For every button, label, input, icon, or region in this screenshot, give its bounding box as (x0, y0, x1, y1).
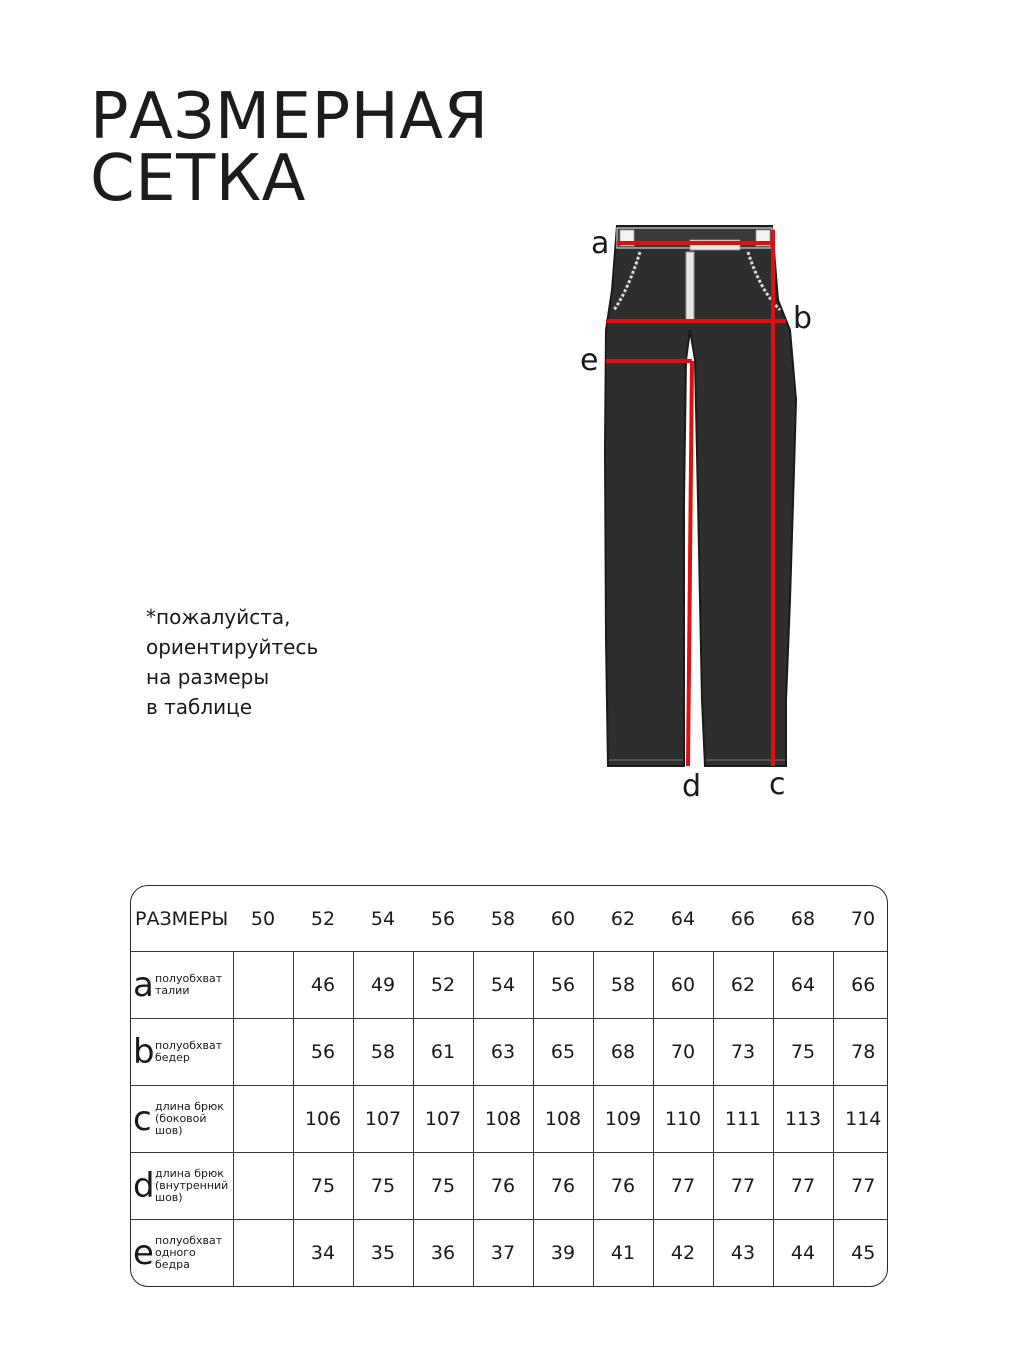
measurement-description-line: бедер (155, 1051, 190, 1064)
table-cell: 65 (533, 1019, 593, 1086)
table-cell: 62 (713, 952, 773, 1019)
measurement-letter: d (133, 1166, 155, 1206)
table-cell: 75 (773, 1019, 833, 1086)
measurement-row-c (131, 1086, 888, 1153)
size-header-cell: 58 (473, 886, 533, 952)
table-cell: 39 (533, 1220, 593, 1287)
size-header-cell: 66 (713, 886, 773, 952)
measurement-letter: a (133, 965, 154, 1005)
size-header-cell: 64 (653, 886, 713, 952)
table-cell: 43 (713, 1220, 773, 1287)
table-cell: 56 (533, 952, 593, 1019)
table-cell: 75 (353, 1153, 413, 1220)
table-cell: 58 (353, 1019, 413, 1086)
table-cell: 37 (473, 1220, 533, 1287)
size-header-row (131, 886, 888, 952)
size-note (146, 602, 366, 722)
table-cell: 76 (473, 1153, 533, 1220)
table-cell: 107 (353, 1086, 413, 1153)
table-cell: 49 (353, 952, 413, 1019)
measurement-description-line: полуобхват (155, 972, 223, 985)
size-header-cell: 50 (233, 886, 293, 952)
table-cell: 78 (833, 1019, 888, 1086)
size-header-cell: 70 (833, 886, 888, 952)
measurement-description (155, 973, 231, 997)
table-cell: 44 (773, 1220, 833, 1287)
table-cell (233, 1220, 293, 1287)
note-line: в таблице (146, 695, 253, 719)
measurement-letter: b (133, 1032, 155, 1072)
measurement-description-line: полуобхват (155, 1234, 223, 1247)
size-header-cell: 52 (293, 886, 353, 952)
table-cell: 68 (593, 1019, 653, 1086)
table-cell: 77 (833, 1153, 888, 1220)
table-cell: 70 (653, 1019, 713, 1086)
measurement-label (131, 1220, 233, 1287)
measurement-description-line: шов) (155, 1124, 183, 1137)
table-cell (233, 952, 293, 1019)
measure-line-d (688, 361, 692, 766)
pants-body (605, 226, 796, 766)
table-cell: 77 (713, 1153, 773, 1220)
table-cell: 106 (293, 1086, 353, 1153)
table-cell: 34 (293, 1220, 353, 1287)
size-header-cell: 60 (533, 886, 593, 952)
measurement-description-line: (боковой (155, 1112, 207, 1125)
size-table-container (130, 885, 888, 1287)
table-cell: 73 (713, 1019, 773, 1086)
measurement-description (155, 1235, 231, 1271)
note-line: *пожалуйста, (146, 605, 291, 629)
table-cell: 58 (593, 952, 653, 1019)
table-cell: 75 (413, 1153, 473, 1220)
table-cell: 66 (833, 952, 888, 1019)
measurement-description-line: полуобхват (155, 1039, 223, 1052)
measurement-description (155, 1168, 231, 1204)
measurement-description (155, 1101, 231, 1137)
table-cell: 108 (533, 1086, 593, 1153)
measurement-row-b (131, 1019, 888, 1086)
table-cell: 45 (851, 1242, 876, 1264)
table-cell: 64 (773, 952, 833, 1019)
table-cell: 76 (593, 1153, 653, 1220)
table-cell: 75 (293, 1153, 353, 1220)
size-header-cell: 54 (353, 886, 413, 952)
table-cell: 60 (653, 952, 713, 1019)
measurement-description-line: бедра (155, 1258, 190, 1271)
note-line: на размеры (146, 665, 270, 689)
note-line: ориентируйтесь (146, 635, 319, 659)
table-cell: 36 (413, 1220, 473, 1287)
measurement-label (131, 952, 233, 1019)
table-cell: 114 (833, 1086, 888, 1153)
measurement-description-line: шов) (155, 1191, 183, 1204)
pants-measurement-diagram (570, 210, 830, 810)
measurement-row-a (131, 952, 888, 1019)
page-title (90, 80, 489, 216)
measurement-letter: e (133, 1233, 154, 1273)
measurement-row-d (131, 1153, 888, 1220)
table-cell (233, 1153, 293, 1220)
title-line-2: СЕТКА (90, 142, 306, 216)
table-cell: 52 (413, 952, 473, 1019)
table-cell: 41 (593, 1220, 653, 1287)
diagram-label-e: e (580, 343, 599, 378)
pants-drawing (605, 226, 796, 766)
table-cell (233, 1086, 293, 1153)
title-line-1: РАЗМЕРНАЯ (90, 80, 489, 154)
table-cell: 56 (293, 1019, 353, 1086)
table-cell: 113 (773, 1086, 833, 1153)
table-cell: 111 (713, 1086, 773, 1153)
measurement-label (131, 1086, 233, 1153)
table-cell: 46 (293, 952, 353, 1019)
table-cell: 77 (653, 1153, 713, 1220)
measurement-description-line: длина брюк (155, 1100, 224, 1113)
table-cell: 108 (473, 1086, 533, 1153)
measurement-description-line: (внутренний (155, 1179, 229, 1192)
table-cell: 42 (653, 1220, 713, 1287)
size-header-cell: 56 (413, 886, 473, 952)
measurement-letter: c (133, 1099, 152, 1139)
table-cell: 110 (653, 1086, 713, 1153)
table-cell: 107 (413, 1086, 473, 1153)
measurement-description-line: длина брюк (155, 1167, 224, 1180)
table-cell: 109 (593, 1086, 653, 1153)
table-cell (233, 1019, 293, 1086)
table-cell: 35 (353, 1220, 413, 1287)
fly-stitch (686, 252, 694, 322)
measurement-description (155, 1040, 231, 1064)
table-cell: 77 (773, 1153, 833, 1220)
measurement-label (131, 1153, 233, 1220)
measurement-description-line: одного (155, 1246, 196, 1259)
measurement-label (131, 1019, 233, 1086)
table-cell: 61 (413, 1019, 473, 1086)
measurement-description-line: талии (155, 984, 190, 997)
diagram-label-a: a (591, 226, 610, 261)
table-cell: 54 (473, 952, 533, 1019)
size-table-body (131, 886, 888, 1286)
table-cell: 63 (473, 1019, 533, 1086)
diagram-label-c: c (769, 767, 786, 802)
diagram-label-b: b (793, 301, 813, 336)
diagram-label-d: d (682, 769, 702, 804)
size-header-cell: 68 (773, 886, 833, 952)
size-table (131, 886, 888, 1286)
table-cell: 76 (533, 1153, 593, 1220)
size-header-cell: 62 (593, 886, 653, 952)
measurement-row-e (131, 1220, 888, 1287)
sizes-header-label: РАЗМЕРЫ (131, 886, 233, 952)
